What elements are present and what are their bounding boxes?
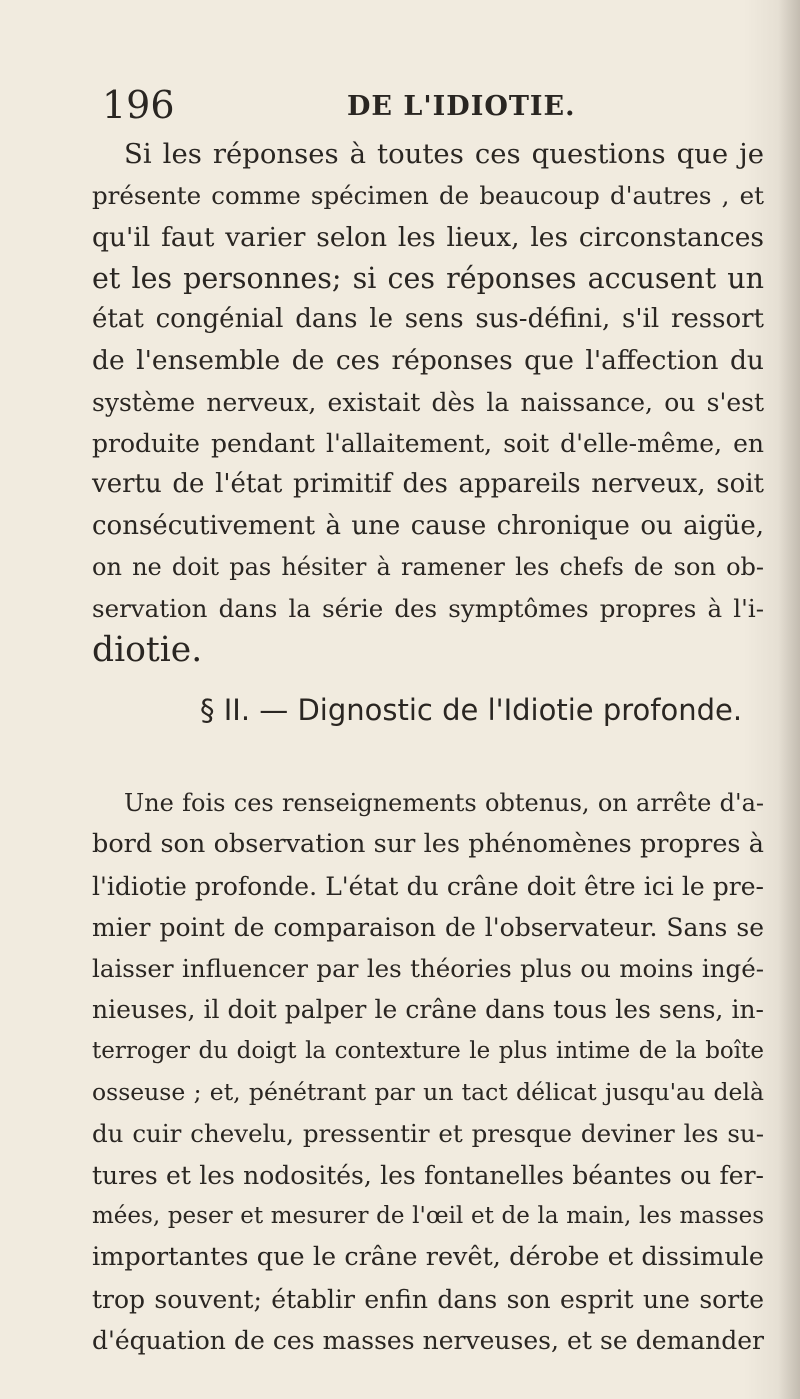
text-line: mier point de comparaison de l'observateur. Sans se bbox=[92, 912, 764, 942]
paragraph-1 bbox=[92, 134, 764, 671]
text-line: du cuir chevelu, pressentir et presque deviner les su- bbox=[92, 1119, 764, 1149]
text-line: produite pendant l'allaitement, soit d'elle-même, en bbox=[92, 429, 764, 459]
text-line: nieuses, il doit palper le crâne dans tous les sens, in- bbox=[92, 995, 764, 1025]
text-line: mées, peser et mesurer de l'œil et de la main, les masses bbox=[92, 1202, 764, 1229]
text-line: système nerveux, existait dès la naissance, ou s'est bbox=[92, 387, 764, 417]
page-header bbox=[102, 80, 762, 130]
paragraph-2 bbox=[92, 783, 764, 1361]
text-line: et les personnes; si ces réponses accusent un bbox=[92, 261, 764, 295]
text-line: bord son observation sur les phénomènes propres à bbox=[92, 829, 764, 860]
running-head: DE L'IDIOTIE. bbox=[347, 91, 576, 122]
page-edge-shadow bbox=[778, 0, 800, 1399]
text-line: diotie. bbox=[92, 629, 203, 670]
text-line: terroger du doigt la contexture le plus intime de la boîte bbox=[92, 1037, 764, 1064]
page-number: 196 bbox=[102, 83, 175, 127]
text-line: d'équation de ces masses nerveuses, et se demander bbox=[92, 1325, 764, 1355]
text-line: servation dans la série des symptômes propres à l'i- bbox=[92, 594, 764, 624]
text-line: état congénial dans le sens sus-défini, s'il ressort bbox=[92, 304, 764, 335]
text-line: de l'ensemble de ces réponses que l'affection du bbox=[92, 345, 764, 377]
text-line: présente comme spécimen de beaucoup d'autres , et bbox=[92, 181, 764, 211]
text-line: tures et les nodosités, les fontanelles béantes ou fer- bbox=[92, 1160, 764, 1190]
text-line: l'idiotie profonde. L'état du crâne doit être ici le pre- bbox=[92, 871, 764, 901]
text-line: on ne doit pas hésiter à ramener les chefs de son ob- bbox=[92, 552, 764, 581]
text-line: Une fois ces renseignements obtenus, on arrête d'a- bbox=[124, 789, 764, 817]
text-line: trop souvent; établir enfin dans son esprit une sorte bbox=[92, 1284, 764, 1314]
text-line: consécutivement à une cause chronique ou aigüe, bbox=[92, 510, 764, 541]
text-line: qu'il faut varier selon les lieux, les circonstances bbox=[92, 221, 764, 253]
text-line: laisser influencer par les théories plus ou moins ingé- bbox=[92, 954, 764, 984]
text-line: Si les réponses à toutes ces questions que je bbox=[124, 138, 764, 170]
text-line: importantes que le crâne revêt, dérobe et dissimule bbox=[92, 1242, 764, 1273]
section-heading: § II. — Dignostic de l'Idiotie profonde. bbox=[200, 693, 743, 727]
text-line: vertu de l'état primitif des appareils nerveux, soit bbox=[92, 469, 764, 500]
text-line: osseuse ; et, pénétrant par un tact délicat jusqu'au delà bbox=[92, 1078, 764, 1107]
